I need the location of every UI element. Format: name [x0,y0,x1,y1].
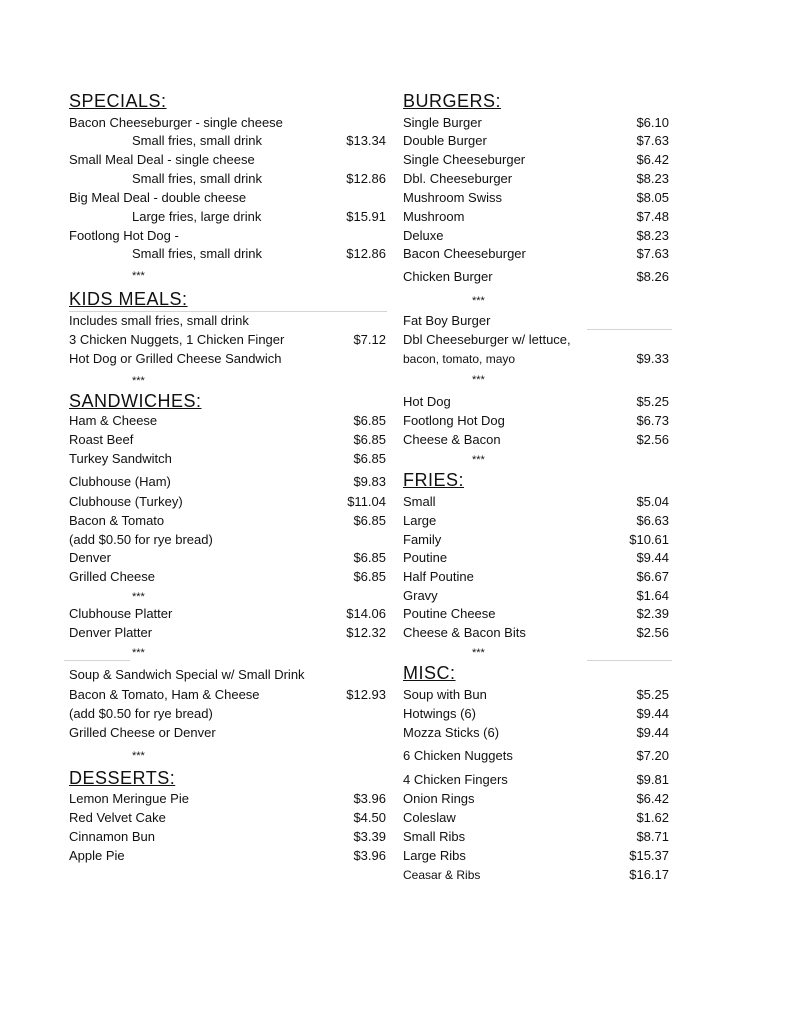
burgers-item-price: $7.63 [636,133,669,148]
specials-item-price: $12.86 [346,246,386,261]
platter-item-price: $12.32 [346,625,386,640]
desserts-item-name: Cinnamon Bun [69,829,155,844]
sandwiches-item-name: Clubhouse (Ham) [69,474,171,489]
misc-item-price: $15.37 [629,848,669,863]
misc-item-price: $6.42 [636,791,669,806]
separator-stars: *** [132,591,145,603]
fries-item-price: $6.67 [636,569,669,584]
burgers-item-price: $7.48 [636,209,669,224]
burgers-item-price: $8.26 [636,269,669,284]
sandwiches-note: (add $0.50 for rye bread) [69,532,213,547]
misc-item-name: 6 Chicken Nuggets [403,748,513,763]
burgers-item-name: Deluxe [403,228,444,243]
burgers-item-name: Single Cheeseburger [403,152,526,167]
platter-item-name: Clubhouse Platter [69,606,173,621]
soup-special-item-name: Bacon & Tomato, Ham & Cheese [69,687,260,702]
kids-meals-item-price: $7.12 [353,332,386,347]
fries-item-name: Gravy [403,588,438,603]
kids-meals-item-name: 3 Chicken Nuggets, 1 Chicken Finger [69,332,285,347]
burgers-item-name: Double Burger [403,133,487,148]
burgers-item-name: Mushroom Swiss [403,190,502,205]
burgers-item-price: $7.63 [636,246,669,261]
desserts-item-name: Red Velvet Cake [69,810,166,825]
sandwiches-item-price: $6.85 [353,513,386,528]
burgers-item-price: $8.05 [636,190,669,205]
fries-item-price: $2.56 [636,625,669,640]
desserts-item-price: $3.39 [353,829,386,844]
hot-dog-item-name: Cheese & Bacon [403,432,501,447]
sandwiches-item-price: $6.85 [353,550,386,565]
soup-special-note: (add $0.50 for rye bread) [69,706,213,721]
misc-item-name: Large Ribs [403,848,466,863]
separator-stars: *** [132,375,145,387]
burgers-item-price: $6.42 [636,152,669,167]
fries-item-name: Small [403,494,436,509]
divider-line [69,311,387,312]
fries-item-name: Poutine Cheese [403,606,496,621]
burgers-item-price: $8.23 [636,171,669,186]
burgers-item-name: Single Burger [403,115,482,130]
specials-item-price: $12.86 [346,171,386,186]
separator-stars: *** [132,750,145,762]
sandwiches-item-price: $9.83 [353,474,386,489]
misc-heading: MISC: [403,663,456,683]
burgers-item-name: Dbl. Cheeseburger [403,171,513,186]
separator-stars: *** [472,374,485,386]
misc-item-name: Hotwings (6) [403,706,476,721]
specials-item-detail: Large fries, large drink [132,209,262,224]
sandwiches-item-price: $11.04 [347,494,386,509]
fries-item-price: $2.39 [636,606,669,621]
desserts-item-name: Apple Pie [69,848,125,863]
specials-item-detail: Small fries, small drink [132,171,263,186]
sandwiches-item-name: Grilled Cheese [69,569,155,584]
soup-special-item-name: Grilled Cheese or Denver [69,725,216,740]
sandwiches-item-price: $6.85 [353,432,386,447]
separator-stars: *** [132,270,145,282]
desserts-heading: DESSERTS: [69,768,176,788]
sandwiches-item-name: Roast Beef [69,432,134,447]
misc-item-price: $5.25 [636,687,669,702]
misc-item-price: $9.44 [636,706,669,721]
misc-item-price: $9.81 [636,772,669,787]
specials-item-name: Big Meal Deal - double cheese [69,190,247,205]
desserts-item-price: $3.96 [353,791,386,806]
specials-item-price: $15.91 [346,209,386,224]
desserts-item-price: $3.96 [353,848,386,863]
misc-item-name: Soup with Bun [403,687,487,702]
burgers-item-name: Chicken Burger [403,269,493,284]
fries-item-name: Family [403,532,442,547]
kids-meals-note: Includes small fries, small drink [69,313,249,328]
fries-item-name: Half Poutine [403,569,474,584]
platter-item-name: Denver Platter [69,625,153,640]
burgers-item-price: $8.23 [636,228,669,243]
misc-item-name: Mozza Sticks (6) [403,725,500,740]
desserts-item-name: Lemon Meringue Pie [69,791,189,806]
sandwiches-item-name: Ham & Cheese [69,413,158,428]
sandwiches-item-price: $6.85 [353,413,386,428]
specials-item-name: Bacon Cheeseburger - single cheese [69,115,283,130]
separator-stars: *** [472,295,485,307]
fries-item-price: $10.61 [629,532,669,547]
specials-heading: SPECIALS: [69,91,167,111]
kids-meals-item-name: Hot Dog or Grilled Cheese Sandwich [69,351,282,366]
fat-boy-description: Dbl Cheeseburger w/ lettuce, [403,332,571,347]
fries-item-name: Large [403,513,437,528]
burgers-item-name: Mushroom [403,209,465,224]
separator-stars: *** [132,647,145,659]
burgers-item-name: Bacon Cheeseburger [403,246,526,261]
hot-dog-item-name: Hot Dog [403,394,451,409]
divider-line [64,660,130,661]
fat-boy-title: Fat Boy Burger [403,313,491,328]
fat-boy-price: $9.33 [636,351,669,366]
hot-dog-item-price: $6.73 [636,413,669,428]
platter-item-price: $14.06 [346,606,386,621]
sandwiches-item-name: Bacon & Tomato [69,513,165,528]
misc-item-name: Ceasar & Ribs [403,868,481,882]
hot-dog-item-price: $2.56 [636,432,669,447]
specials-item-detail: Small fries, small drink [132,246,263,261]
desserts-item-price: $4.50 [353,810,386,825]
specials-item-name: Small Meal Deal - single cheese [69,152,255,167]
specials-item-price: $13.34 [346,133,386,148]
separator-stars: *** [472,454,485,466]
fries-item-price: $9.44 [636,550,669,565]
soup-special-item-price: $12.93 [346,687,386,702]
fries-item-price: $1.64 [636,588,669,603]
misc-item-price: $7.20 [636,748,669,763]
sandwiches-item-name: Denver [69,550,111,565]
sandwiches-item-price: $6.85 [353,569,386,584]
divider-line [587,660,672,661]
separator-stars: *** [472,647,485,659]
sandwiches-heading: SANDWICHES: [69,391,202,411]
misc-item-price: $1.62 [636,810,669,825]
fries-item-name: Poutine [403,550,448,565]
misc-item-price: $8.71 [636,829,669,844]
sandwiches-item-name: Clubhouse (Turkey) [69,494,183,509]
fat-boy-description: bacon, tomato, mayo [403,352,516,366]
hot-dog-item-name: Footlong Hot Dog [403,413,505,428]
misc-item-name: Coleslaw [403,810,456,825]
fries-heading: FRIES: [403,470,465,490]
divider-line [587,329,672,330]
sandwiches-item-price: $6.85 [353,451,386,466]
burgers-heading: BURGERS: [403,91,502,111]
fries-item-price: $5.04 [636,494,669,509]
misc-item-name: 4 Chicken Fingers [403,772,508,787]
fries-item-price: $6.63 [636,513,669,528]
sandwiches-item-name: Turkey Sandwitch [69,451,172,466]
hot-dog-item-price: $5.25 [636,394,669,409]
misc-item-name: Small Ribs [403,829,466,844]
fries-item-name: Cheese & Bacon Bits [403,625,526,640]
kids-meals-heading: KIDS MEALS: [69,289,188,309]
misc-item-price: $16.17 [629,867,669,882]
specials-item-name: Footlong Hot Dog - [69,228,179,243]
burgers-item-price: $6.10 [636,115,669,130]
misc-item-name: Onion Rings [403,791,475,806]
specials-item-detail: Small fries, small drink [132,133,263,148]
soup-special-title: Soup & Sandwich Special w/ Small Drink [69,667,305,682]
misc-item-price: $9.44 [636,725,669,740]
